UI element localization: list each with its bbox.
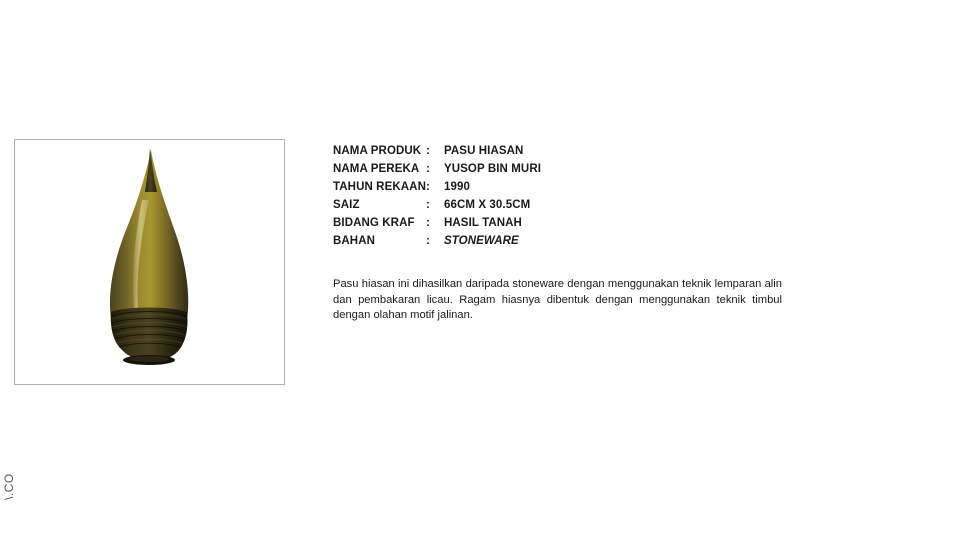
table-row xyxy=(333,199,541,217)
product-spec-panel xyxy=(333,145,783,253)
vase-photograph xyxy=(15,140,284,384)
table-row xyxy=(333,181,541,199)
spec-value: 1990 xyxy=(443,181,470,193)
spec-label: BIDANG KRAF xyxy=(333,217,415,229)
spec-label: BAHAN xyxy=(333,235,376,247)
spec-value: PASU HIASAN xyxy=(443,145,524,157)
spec-label: TAHUN REKAAN xyxy=(333,181,426,193)
product-description: Pasu hiasan ini dihasilkan daripada stoneware dengan menggunakan teknik lemparan alin dan pembakaran licau. Ragam hiasnya dibentuk dengan menggunakan teknik timbul dengan olahan motif jalinan. xyxy=(333,278,782,321)
spec-value: 66CM X 30.5CM xyxy=(443,199,531,211)
product-spec-table xyxy=(333,145,541,253)
spec-colon: : xyxy=(425,217,430,229)
vase-illustration xyxy=(15,140,285,385)
spec-colon: : xyxy=(425,163,430,175)
product-image-panel xyxy=(14,139,285,385)
spec-label: SAIZ xyxy=(333,199,360,211)
spec-value: STONEWARE xyxy=(443,235,519,247)
table-row xyxy=(333,217,541,235)
spec-value: HASIL TANAH xyxy=(443,217,522,229)
table-row xyxy=(333,145,541,163)
spec-label: NAMA PEREKA xyxy=(333,163,420,175)
spec-colon: : xyxy=(425,181,430,193)
spec-colon: : xyxy=(425,199,430,211)
table-row xyxy=(333,235,541,253)
corner-watermark xyxy=(0,473,18,536)
spec-colon: : xyxy=(425,145,430,157)
spec-value: YUSOP BIN MURI xyxy=(443,163,542,175)
table-row xyxy=(333,163,541,181)
corner-watermark-label: \.CO xyxy=(2,473,16,500)
spec-label: NAMA PRODUK xyxy=(333,145,422,157)
spec-colon: : xyxy=(425,235,430,247)
